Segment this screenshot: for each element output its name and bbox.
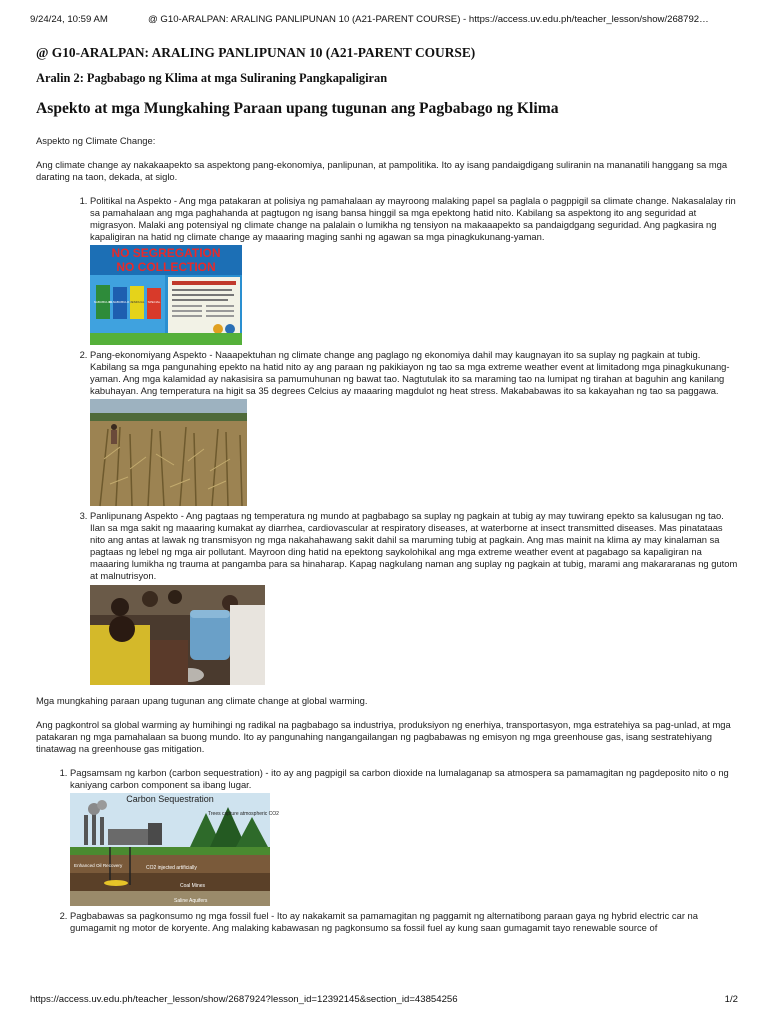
solutions-intro: Ang pagkontrol sa global warming ay humihingi ng radikal na pagbabago sa industriya, produksiyon ng enerhiya, transportasyon, mga estratehiya sa pag-unlad, at mga patakaran ng mga pamahalaan sa buong mundo. Ito ay pangunahing nangangailangan ng pagbabawas ng emisyon ng mga greenhouse gas, isang sestratehiyang tinatawag na greenhouse gas mitigation. <box>36 718 731 754</box>
label-trees: Trees capture atmospheric CO2 <box>208 810 279 817</box>
lesson-title: Aralin 2: Pagbabago ng Klima at mga Suliraning Pangkapaligiran <box>36 71 388 86</box>
solutions-heading: Mga mungkahing paraan upang tugunan ang climate change at global warming. <box>36 694 368 706</box>
food-distribution-photo <box>90 585 265 685</box>
label-saline: Saline Aquifers <box>174 897 208 904</box>
label-injected: CO2 injected artificially <box>146 864 197 871</box>
lesson-content <box>36 44 738 944</box>
bin-label-1: NABUBULOK <box>93 300 113 305</box>
list-item <box>70 910 738 934</box>
intro-paragraph: Ang climate change ay nakakaapekto sa aspektong pang-ekonomiya, panlipunan, at pampolitika. Ito ay isang pandaigdigang suliranin na mananatili hanggang sa mga darating na taon, dekada, at siglo. <box>36 159 728 183</box>
print-page-title: @ G10-ARALPAN: ARALING PANLIPUNAN 10 (A21-PARENT COURSE) - https://access.uv.edu.ph/teacher_lesson/show/268792… <box>148 14 709 25</box>
aspect-text: 3. Panlipunang Aspekto - Ang pagtaas ng temperatura ng mundo at pagbabago sa suplay ng pagkain at tubig ay may tuwirang epekto sa kalusugan ng tao. Ilan sa mga sakit ng maaaring kumakat ay diarrhea, cardiovascular at respiratory diseases, at waterborne at insect transmitted diseases. Mas pinatataas nito ang antas at lawak ng transmisyon ng mga nakahahawang sakit dahil sa maruming tubig at pagkain. Ang mas mainit na klima ay may kinalaman sa pagtaas ng lebel ng mga air pollutant. Mayroon ding hatid na epektong saykolohikal ang mga extreme weather event at pagabago sa kapaligiran na maaaring lumikha ng trauma at pangamba para sa hinaharap. Kapag nagkulang naman ang suplay ng pagkain at tubig, marami ang makararanas ng gutom at malnutrisyon. <box>90 510 738 582</box>
carbon-sequestration-diagram <box>70 793 279 906</box>
bin-label-4: SPECIAL <box>147 300 161 305</box>
page-number: 1/2 <box>724 994 738 1005</box>
aspect-text: 2. Pang-ekonomiyang Aspekto - Naaapektuhan ng climate change ang paglago ng ekonomiya dahil may kaugnayan ito sa suplay ng pagkain at tubig. Kabilang sa mga pangunahing epekto na hatid nito ay ang paraan ng pakikiayon ng tao sa mga extreme weather event at limitadong mga pinagkukunang-yaman. Ang mga kalamidad ay nakasisira sa pamumuhunan ng bawat tao. Nagtutulak ito sa maraming tao na lumipat ng tirahan at baguhin ang kanilang kabuhayan. Ang temperatura na higit sa 35 degrees Celcius ay maaaring magdulot ng heat stress. Makababawas ito sa kakayahan ng tao sa paggawa. <box>90 349 730 397</box>
section-title: Aspekto at mga Mungkahing Paraan upang tugunan ang Pagbabago ng Klima <box>36 100 559 118</box>
list-item <box>90 349 738 506</box>
poster-line1: NO SEGREGATION <box>111 246 221 261</box>
dry-cornfield-photo <box>90 399 247 506</box>
solution-text: 2. Pagbabawas sa pagkonsumo ng mga fossil fuel - Ito ay nakakamit sa pamamagitan ng paggamit ng alternatibong paraan gaya ng hybrid electric car na gumagamit ng motor de koryente. Ang malaking kabawasan ng pagkonsumo sa fossil fuel ay kung saan gumagamit tayo renewable source of <box>70 909 698 933</box>
bin-label-2: DI-NABUBULOK <box>108 300 132 305</box>
solutions-list <box>36 767 738 934</box>
course-title: @ G10-ARALPAN: ARALING PANLIPUNAN 10 (A21-PARENT COURSE) <box>36 45 476 60</box>
print-url: https://access.uv.edu.ph/teacher_lesson/show/2687924?lesson_id=12392145&section_id=43854256 <box>30 994 458 1005</box>
aspect-text: 1. Politikal na Aspekto - Ang mga patakaran at polisiya ng pamahalaan ay mayroong malaking papel sa paglala o pagppigil sa climate change. Nakasalalay rin sa pamahalaan ang mga paghahanda at pagtugon ng isang bansa hinggil sa mga epektong hatid nito. Kabilang sa aspektong ito ang seguridad at migrasyon. Malaki ang potensiyal ng climate change na palalain o lumikha ng tensiyon na makaaapekto sa pandaigdgang seguridad. Ang pagkasira ng kapaligiran na hatid ng climate change ay maaaring maging sanhi ng agawan sa mga pinagkukunang-yaman. <box>90 195 736 243</box>
print-datetime: 9/24/24, 10:59 AM <box>30 14 108 25</box>
print-header <box>30 14 738 26</box>
diagram-title: Carbon Sequestration <box>126 793 214 804</box>
label-recovery: Enhanced Oil Recovery <box>74 862 123 868</box>
bin-label-3: RESIDUAL <box>129 300 145 305</box>
aspects-list <box>36 195 738 684</box>
aspects-heading: Aspekto ng Climate Change: <box>36 134 156 146</box>
print-footer <box>30 994 738 1006</box>
list-item <box>90 510 738 684</box>
no-segregation-poster-image <box>90 245 242 345</box>
solution-text: 1. Pagsamsam ng karbon (carbon sequestration) - ito ay ang pagpigil sa carbon dioxide na lumalaganap sa atmospera sa pamamagitan ng pagdeposito nito o ng kaniyang carbon component sa ibang lugar. <box>70 766 729 790</box>
list-item <box>90 195 738 345</box>
poster-line2: NO COLLECTION <box>116 260 216 275</box>
label-coal: Coal Mines <box>180 882 206 889</box>
list-item <box>70 767 738 906</box>
